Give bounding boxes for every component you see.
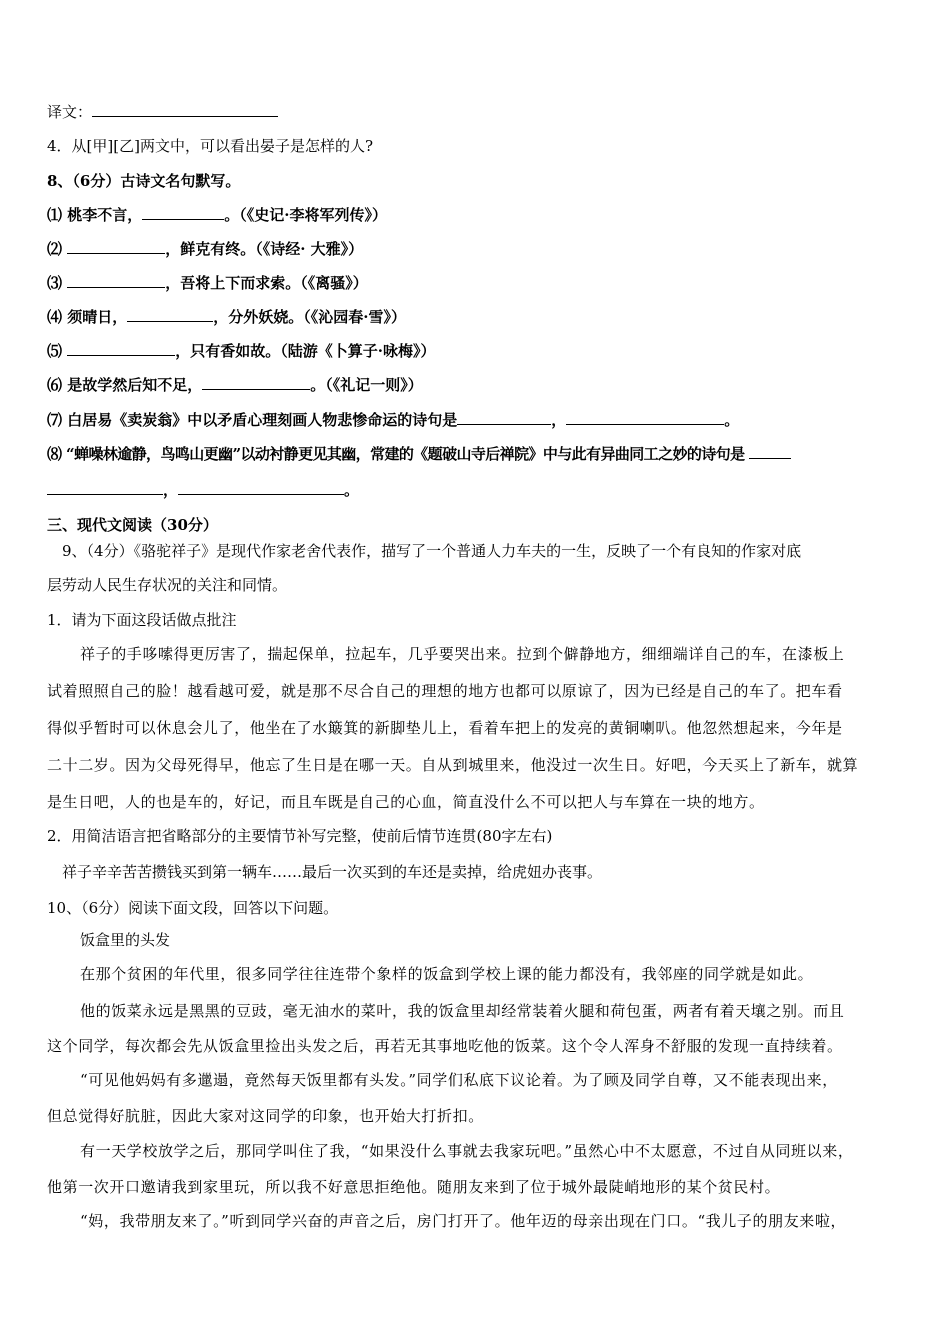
answer-blank[interactable] xyxy=(566,410,724,425)
answer-blank[interactable] xyxy=(92,102,278,117)
answer-blank[interactable] xyxy=(67,239,165,254)
article-para-4-cont: 他第一次开口邀请我到家里玩，所以我不好意思拒绝他。随朋友来到了位于城外最陡峭地形的某个贫民村。 xyxy=(47,1178,781,1196)
article-para-3-cont: 但总觉得好肮脏，因此大家对这同学的印象，也开始大打折扣。 xyxy=(47,1107,484,1125)
answer-blank[interactable] xyxy=(142,205,224,220)
q8-item-8-continued: ， 。 xyxy=(47,480,906,500)
article-para-2-cont: 这个同学，每次都会先从饭盒里捡出头发之后，再若无其事地吃他的饭菜。这个令人浑身不舒服的发现一直持续着。 xyxy=(47,1037,843,1055)
q8-item-2: ⑵ ，鲜克有终。（《诗经· 大雅》） xyxy=(47,240,364,258)
q8-item-1: ⑴ 桃李不言， 。（《史记·李将军列传》） xyxy=(47,206,387,224)
passage-line-4: 二十二岁。因为父母死得早，他忘了生日是在哪一天。自从到城里来，他没过一次生日。好吧，今天买上了新车，就算 xyxy=(47,756,859,774)
q8-item-3: ⑶ ，吾将上下而求索。（《离骚》） xyxy=(47,274,368,292)
answer-blank[interactable] xyxy=(67,273,165,288)
article-para-2: 他的饭菜永远是黑黑的豆豉，毫无油水的菜叶，我的饭盒里却经常装着火腿和荷包蛋，两者有着天壤之别。而且 xyxy=(80,1002,845,1020)
translation-line xyxy=(47,102,906,122)
q8-item-5: ⑸ ，只有香如故。（陆游《卜算子·咏梅》） xyxy=(47,342,436,360)
passage-line-2: 试着照照自己的脸！越看越可爱，就是那不尽合自己的理想的地方也都可以原谅了，因为已经是自己的车了。把车看 xyxy=(47,682,843,700)
answer-blank[interactable] xyxy=(749,444,791,459)
article-para-1: 在那个贫困的年代里，很多同学往往连带个象样的饭盒到学校上课的能力都没有，我邻座的同学就是如此。 xyxy=(80,965,814,983)
passage-line-5: 是生日吧，人的也是车的，好记，而且车既是自己的心血，简直没什么不可以把人与车算在一块的地方。 xyxy=(47,793,765,811)
q9-intro-line-1: 9、（4分）《骆驼祥子》是现代作家老舍代表作，描写了一个普通人力车夫的一生，反映了一个有良知的作家对底 xyxy=(62,542,802,560)
question-8-header: 8、（6分）古诗文名句默写。 xyxy=(47,172,241,190)
translation-label: 译文： xyxy=(47,103,93,121)
q9-sub-2-text: 祥子辛辛苦苦攒钱买到第一辆车……最后一次买到的车还是卖掉，给虎妞办丧事。 xyxy=(62,863,603,881)
q9-intro-line-2: 层劳动人民生存状况的关注和同情。 xyxy=(47,576,288,594)
article-para-4: 有一天学校放学之后，那同学叫住了我，“如果没什么事就去我家玩吧。”虽然心中不太愿意，不过自从同班以来， xyxy=(80,1142,854,1160)
section-3-title: 三、现代文阅读（30分） xyxy=(47,516,218,534)
q8-item-4: ⑷ 须晴日， ，分外妖娆。（《沁园春·雪》） xyxy=(47,308,406,326)
answer-blank[interactable] xyxy=(67,341,175,356)
passage-line-1: 祥子的手哆嗦得更厉害了，揣起保单，拉起车，几乎要哭出来。拉到个僻静地方，细细端详自己的车，在漆板上 xyxy=(80,645,845,663)
article-para-3: “可见他妈妈有多邋遢，竟然每天饭里都有头发。”同学们私底下议论着。为了顾及同学自尊，又不能表现出来， xyxy=(80,1071,838,1089)
answer-blank[interactable] xyxy=(457,410,551,425)
answer-blank[interactable] xyxy=(202,375,310,390)
answer-blank[interactable] xyxy=(178,480,344,495)
answer-blank[interactable] xyxy=(47,480,163,495)
q8-item-8: ⑻ “蝉噪林逾静，鸟鸣山更幽”以动衬静更见其幽，常建的《题破山寺后禅院》中与此有异曲同工之妙的诗句是 xyxy=(47,444,906,464)
q8-item-6: ⑹ 是故学然后知不足， 。（《礼记一则》） xyxy=(47,376,423,394)
article-para-5: “妈，我带朋友来了。”听到同学兴奋的声音之后，房门打开了。他年迈的母亲出现在门口。“我儿子的朋友来啦， xyxy=(80,1212,847,1230)
answer-blank[interactable] xyxy=(127,307,213,322)
passage-line-3: 得似乎暂时可以休息会儿了，他坐在了水簸箕的新脚垫儿上，看着车把上的发亮的黄铜喇叭。他忽然想起来，今年是 xyxy=(47,719,843,737)
q8-item-7: ⑺ 白居易《卖炭翁》中以矛盾心理刻画人物悲惨命运的诗句是 ， 。 xyxy=(47,411,740,429)
question-10-header: 10、（6分）阅读下面文段，回答以下问题。 xyxy=(47,899,339,917)
q9-sub-2: 2．用简洁语言把省略部分的主要情节补写完整，使前后情节连贯(80字左右) xyxy=(47,827,553,845)
q9-sub-1: 1．请为下面这段话做点批注 xyxy=(47,611,237,629)
question-4: 4．从[甲][乙]两文中，可以看出晏子是怎样的人? xyxy=(47,137,373,155)
article-title: 饭盒里的头发 xyxy=(80,931,171,949)
